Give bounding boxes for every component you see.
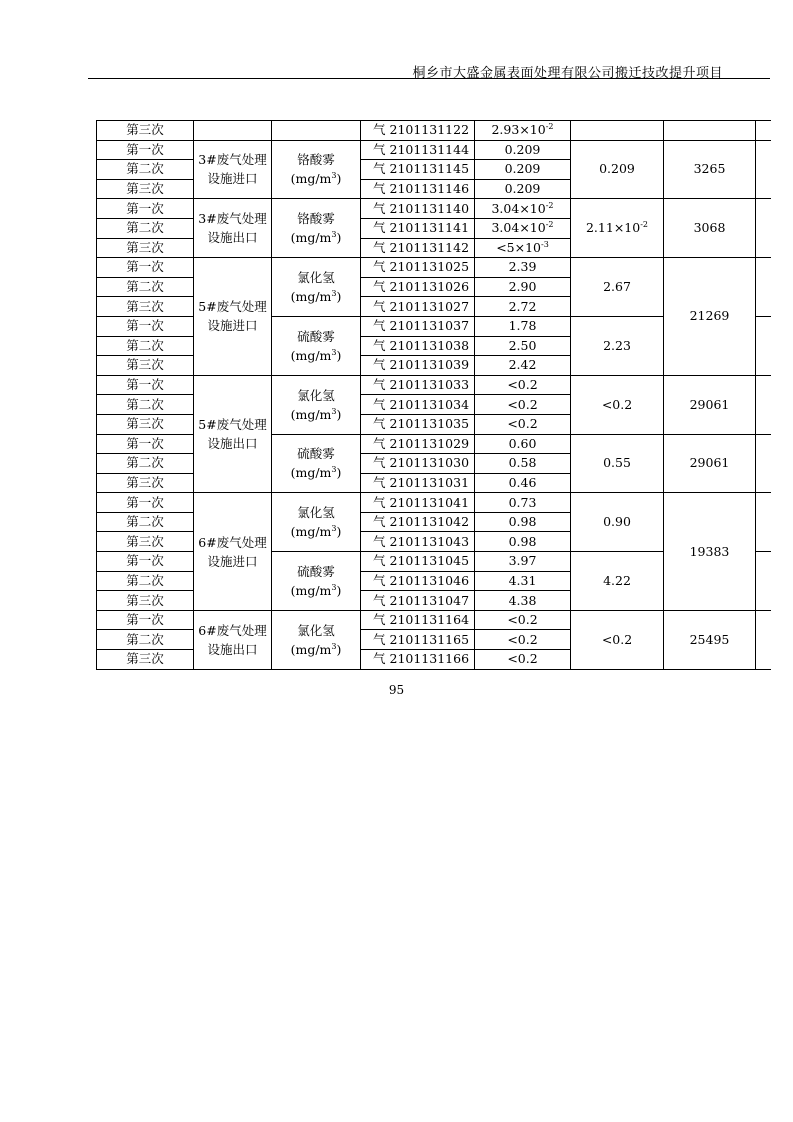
table-row [97,140,771,160]
sample-id-cell: 气 2101131039 [361,356,475,376]
item-cell: 铬酸雾 $(mg/m^3)$ [272,199,361,258]
tail-cell [756,493,771,552]
times-cell: 第一次 [97,493,194,513]
average-cell-empty [571,121,664,141]
times-cell: 第一次 [97,434,194,454]
sample-id-cell: 气 2101131046 [361,571,475,591]
item-cell: 硫酸雾 $(mg/m^3)$ [272,434,361,493]
concentration-cell: 0.209 [475,160,571,180]
concentration-cell: 2.72 [475,297,571,317]
concentration-cell: 0.46 [475,473,571,493]
flow-cell: 3068 [664,199,756,258]
concentration-cell: 2.90 [475,277,571,297]
average-cell: 0.209 [571,140,664,199]
concentration-cell: 4.38 [475,591,571,611]
concentration-cell: <0.2 [475,610,571,630]
concentration-cell: <0.2 [475,375,571,395]
sample-id-cell: 气 2101131038 [361,336,475,356]
concentration-cell: $3.04\times 10^{-2}$ [475,218,571,238]
location-cell: 3#废气处理设施进口 [194,140,272,199]
concentration-cell: 2.39 [475,258,571,278]
table-row [97,375,771,395]
average-cell: 4.22 [571,552,664,611]
sample-id-cell: 气 2101131031 [361,473,475,493]
flow-cell: 29061 [664,375,756,434]
average-cell: 0.90 [571,493,664,552]
times-cell: 第二次 [97,630,194,650]
item-name: 铬酸雾 [297,152,335,168]
times-cell: 第一次 [97,552,194,572]
location-cell: 5#废气处理设施进口 [194,258,272,376]
monitoring-data-table [96,120,771,670]
times-cell: 第二次 [97,454,194,474]
sample-id-cell: 气 2101131164 [361,610,475,630]
table-body [97,121,771,670]
times-cell: 第三次 [97,297,194,317]
item-cell: 氯化氢 $(mg/m^3)$ [272,493,361,552]
flow-cell: 29061 [664,434,756,493]
sample-id-cell: 气 2101131030 [361,454,475,474]
sample-id-cell: 气 2101131029 [361,434,475,454]
tail-cell [756,434,771,493]
sample-id-cell: 气 2101131165 [361,630,475,650]
concentration-cell: <0.2 [475,395,571,415]
sample-id-cell: 气 2101131035 [361,414,475,434]
concentration-cell: 0.209 [475,179,571,199]
item-cell: 硫酸雾 $(mg/m^3)$ [272,316,361,375]
sample-id-cell: 气 2101131166 [361,650,475,670]
average-cell: $2.11\times 10^{-2}$ [571,199,664,258]
average-cell: <0.2 [571,610,664,669]
concentration-cell: 4.31 [475,571,571,591]
times-cell: 第二次 [97,160,194,180]
times-cell: 第一次 [97,610,194,630]
item-cell: 氯化氢 $(mg/m^3)$ [272,610,361,669]
flow-cell: 19383 [664,493,756,611]
sample-id-cell: 气 2101131146 [361,179,475,199]
sample-id-cell: 气 2101131027 [361,297,475,317]
sample-id-cell: 气 2101131142 [361,238,475,258]
document-header-title: 桐乡市大盛金属表面处理有限公司搬迁技改提升项目 [412,66,723,81]
item-cell-empty [272,121,361,141]
item-cell: 氯化氢 $(mg/m^3)$ [272,258,361,317]
sample-id-cell: 气 2101131045 [361,552,475,572]
tail-cell [756,140,771,199]
times-cell: 第三次 [97,650,194,670]
times-cell: 第三次 [97,179,194,199]
sample-id-cell: 气 2101131141 [361,218,475,238]
concentration-cell: <0.2 [475,630,571,650]
sample-id-cell: 气 2101131043 [361,532,475,552]
location-cell: 3#废气处理设施出口 [194,199,272,258]
concentration-cell: <0.2 [475,414,571,434]
location-cell: 5#废气处理设施出口 [194,375,272,493]
concentration-cell: $3.04\times 10^{-2}$ [475,199,571,219]
tail-cell [756,316,771,375]
concentration-cell: 0.60 [475,434,571,454]
page-number: 95 [388,683,405,697]
location-cell: 6#废气处理设施出口 [194,610,272,669]
tail-cell [756,199,771,258]
tail-cell [756,121,771,141]
flow-cell: 3265 [664,140,756,199]
concentration-cell: 3.97 [475,552,571,572]
sample-id-cell: 气 2101131047 [361,591,475,611]
times-cell: 第三次 [97,591,194,611]
times-cell: 第一次 [97,375,194,395]
concentration-cell: <0.2 [475,650,571,670]
concentration-cell: 0.209 [475,140,571,160]
sample-id-cell: 气 2101131144 [361,140,475,160]
times-cell: 第一次 [97,199,194,219]
sample-id-cell: 气 2101131140 [361,199,475,219]
tail-cell [756,258,771,317]
table-row [97,493,771,513]
times-cell: 第一次 [97,140,194,160]
times-cell: 第三次 [97,414,194,434]
table-row [97,199,771,219]
times-cell: 第二次 [97,218,194,238]
table-row [97,258,771,278]
sample-id-cell: 气 2101131037 [361,316,475,336]
table-row [97,121,771,141]
location-cell: 6#废气处理设施进口 [194,493,272,611]
tail-cell [756,552,771,611]
times-cell: 第二次 [97,395,194,415]
sample-id-cell: 气 2101131041 [361,493,475,513]
sample-id-cell: 气 2101131034 [361,395,475,415]
tail-cell [756,375,771,434]
times-cell: 第三次 [97,532,194,552]
average-cell: 2.67 [571,258,664,317]
times-cell: 第三次 [97,238,194,258]
times-cell: 第三次 [97,121,194,141]
times-cell: 第二次 [97,512,194,532]
concentration-cell: $<5\times 10^{-3}$ [475,238,571,258]
concentration-cell: 0.98 [475,532,571,552]
header-rule [88,78,770,79]
concentration-cell: 2.50 [475,336,571,356]
sample-id-cell: 气 2101131025 [361,258,475,278]
flow-cell: 25495 [664,610,756,669]
item-cell: 氯化氢 $(mg/m^3)$ [272,375,361,434]
times-cell: 第二次 [97,336,194,356]
sample-id: 2101131122 [389,122,470,138]
sample-id-cell [361,121,475,141]
times-cell: 第三次 [97,356,194,376]
times-cell: 第二次 [97,571,194,591]
concentration-cell: 0.73 [475,493,571,513]
concentration-cell: $2.93\times 10^{-2}$ [475,121,571,141]
flow-cell: 21269 [664,258,756,376]
average-cell: <0.2 [571,375,664,434]
average-cell: 0.55 [571,434,664,493]
concentration-cell: 0.58 [475,454,571,474]
sample-id-cell: 气 2101131026 [361,277,475,297]
sample-id-cell: 气 2101131042 [361,512,475,532]
times-cell: 第三次 [97,473,194,493]
sample-id-cell: 气 2101131033 [361,375,475,395]
times-cell: 第一次 [97,316,194,336]
location-cell-empty [194,121,272,141]
item-cell: 铬酸雾 $(mg/m^3)$ [272,140,361,199]
concentration-cell: 0.98 [475,512,571,532]
table-row [97,610,771,630]
sample-prefix: 气 [373,122,386,138]
item-cell: 硫酸雾 $(mg/m^3)$ [272,552,361,611]
concentration-cell: 2.42 [475,356,571,376]
tail-cell [756,610,771,669]
flow-cell-empty [664,121,756,141]
times-cell: 第一次 [97,258,194,278]
sample-id-cell: 气 2101131145 [361,160,475,180]
concentration-cell: 1.78 [475,316,571,336]
average-cell: 2.23 [571,316,664,375]
times-cell: 第二次 [97,277,194,297]
